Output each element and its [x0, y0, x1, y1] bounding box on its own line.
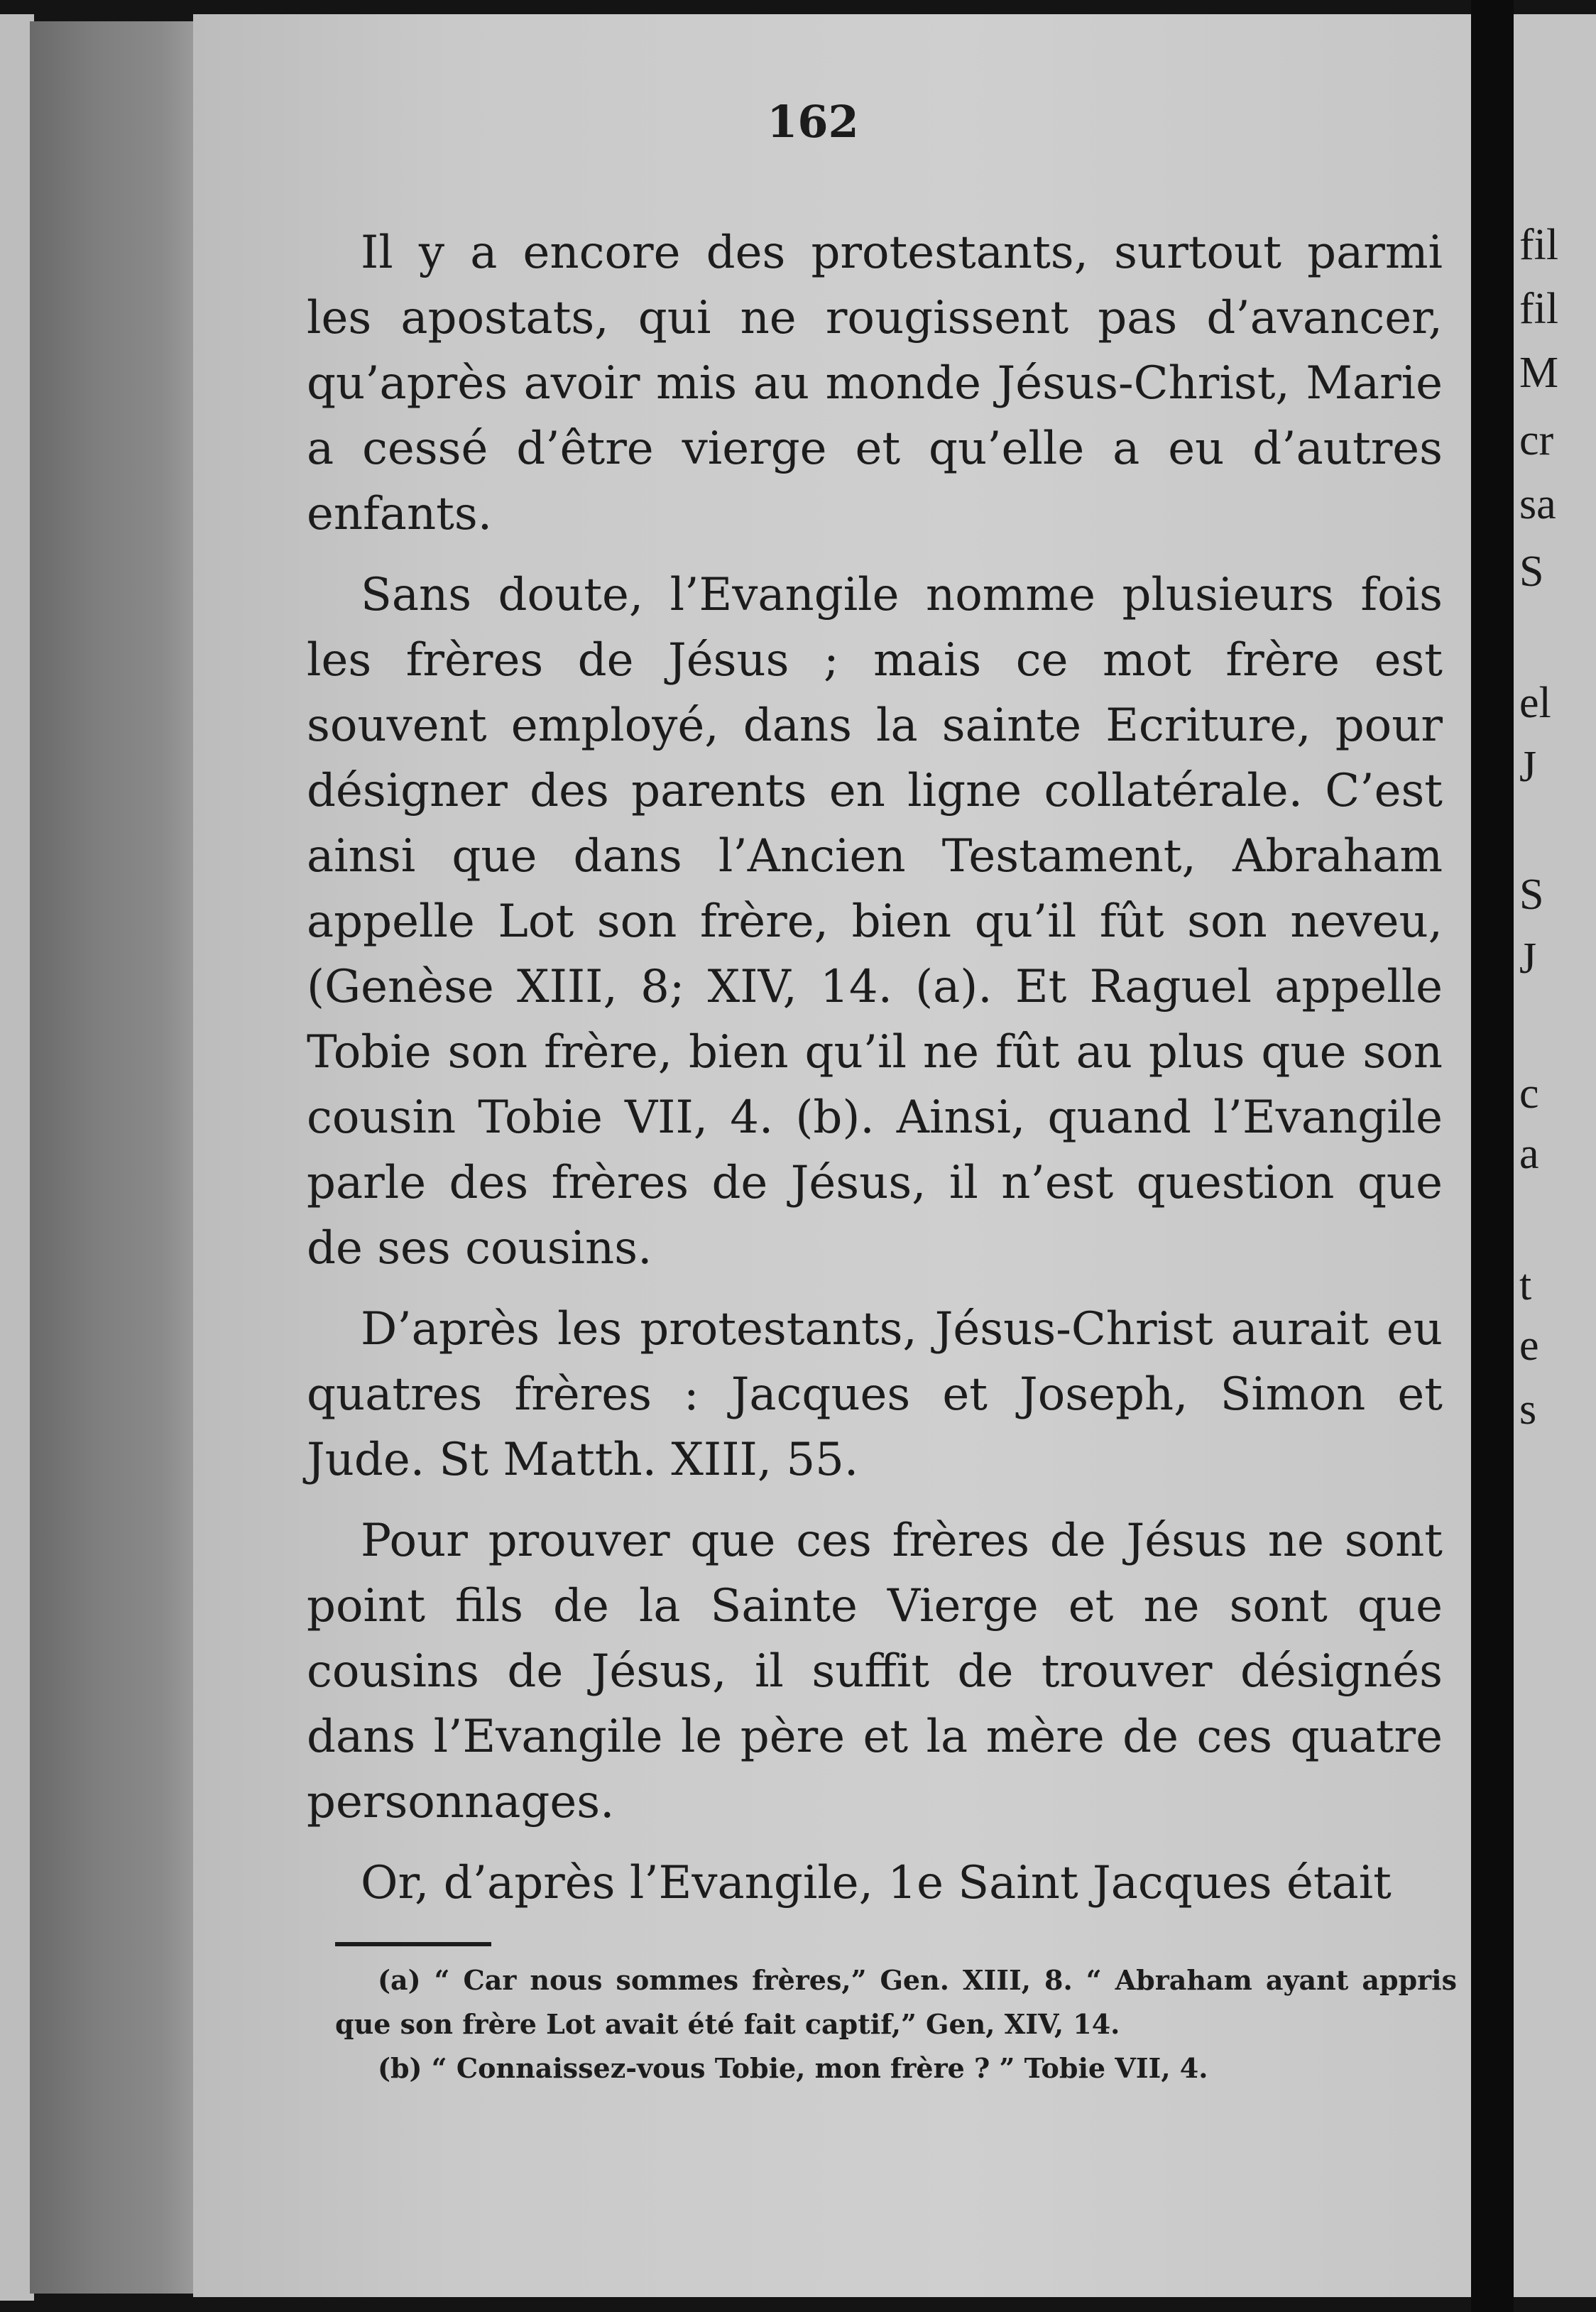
next-page-fragment: a — [1519, 1130, 1539, 1178]
next-page-fragment: c — [1519, 1069, 1539, 1118]
next-page-fragment: M — [1519, 349, 1559, 397]
footnote: (a) “ Car nous sommes frères,” Gen. XIII, 8. “ Abraham ayant appris que son frère Lot avait été fait captif,” Gen, XIV, 14. — [335, 1964, 1457, 2040]
next-page-fragment: S — [1519, 547, 1544, 596]
body-text — [307, 220, 1443, 1916]
paragraph: Or, d’après l’Evangile, 1e Saint Jacques était — [361, 1857, 1392, 1909]
page-number: 162 — [767, 96, 859, 148]
next-page-fragment: J — [1519, 743, 1537, 791]
paragraph: Il y a encore des protestants, surtout parmi les apostats, qui ne rougissent pas d’avancer, qu’après avoir mis au monde Jésus-Christ, Marie a cessé d’être vierge et qu’elle a eu d’autres enfants. — [307, 227, 1443, 540]
next-page-fragment: J — [1519, 934, 1537, 983]
next-page-fragment: fil — [1519, 221, 1559, 269]
paragraph: D’après les protestants, Jésus-Christ aurait eu quatres frères : Jacques et Joseph, Simon et Jude. St Matth. XIII, 55. — [307, 1303, 1443, 1486]
paragraph: Sans doute, l’Evangile nomme plusieurs fois les frères de Jésus ; mais ce mot frère est souvent employé, dans la sainte Ecriture, pour désigner des parents en ligne collatérale. C’est ainsi que dans l’Ancien Testament, Abraham appelle Lot son frère, bien qu’il fût son neveu, (Genèse XIII, 8; XIV, 14. (a). Et Raguel appelle Tobie son frère, bien qu’il ne fût au plus que son cousin Tobie VII, 4. (b). Ainsi, quand l’Evangile parle des frères de Jésus, il n’est question que de ses cousins. — [307, 569, 1443, 1275]
book-edge — [0, 14, 34, 2301]
book-spine — [30, 21, 193, 2294]
next-page-fragment: el — [1519, 679, 1551, 727]
next-page-fragment: s — [1519, 1385, 1537, 1434]
paragraph: Pour prouver que ces frères de Jésus ne sont point fils de la Sainte Vierge et ne sont que cousins de Jésus, il suffit de trouver désignés dans l’Evangile le père et la mère de ces quatre personnages. — [307, 1515, 1443, 1828]
next-page-sliver — [1514, 14, 1596, 2297]
next-page-fragment: cr — [1519, 416, 1554, 464]
page-gutter — [1471, 0, 1514, 2312]
next-page-fragment: sa — [1519, 480, 1556, 528]
next-page-fragment: fil — [1519, 285, 1559, 333]
next-page-fragment: S — [1519, 871, 1544, 919]
next-page-fragment: t — [1519, 1261, 1532, 1309]
footnote: (b) “ Connaissez-vous Tobie, mon frère ? ” Tobie VII, 4. — [378, 2052, 1208, 2084]
next-page-fragment: e — [1519, 1321, 1539, 1370]
footnotes — [335, 1958, 1457, 2090]
footnote-rule — [335, 1942, 491, 1946]
